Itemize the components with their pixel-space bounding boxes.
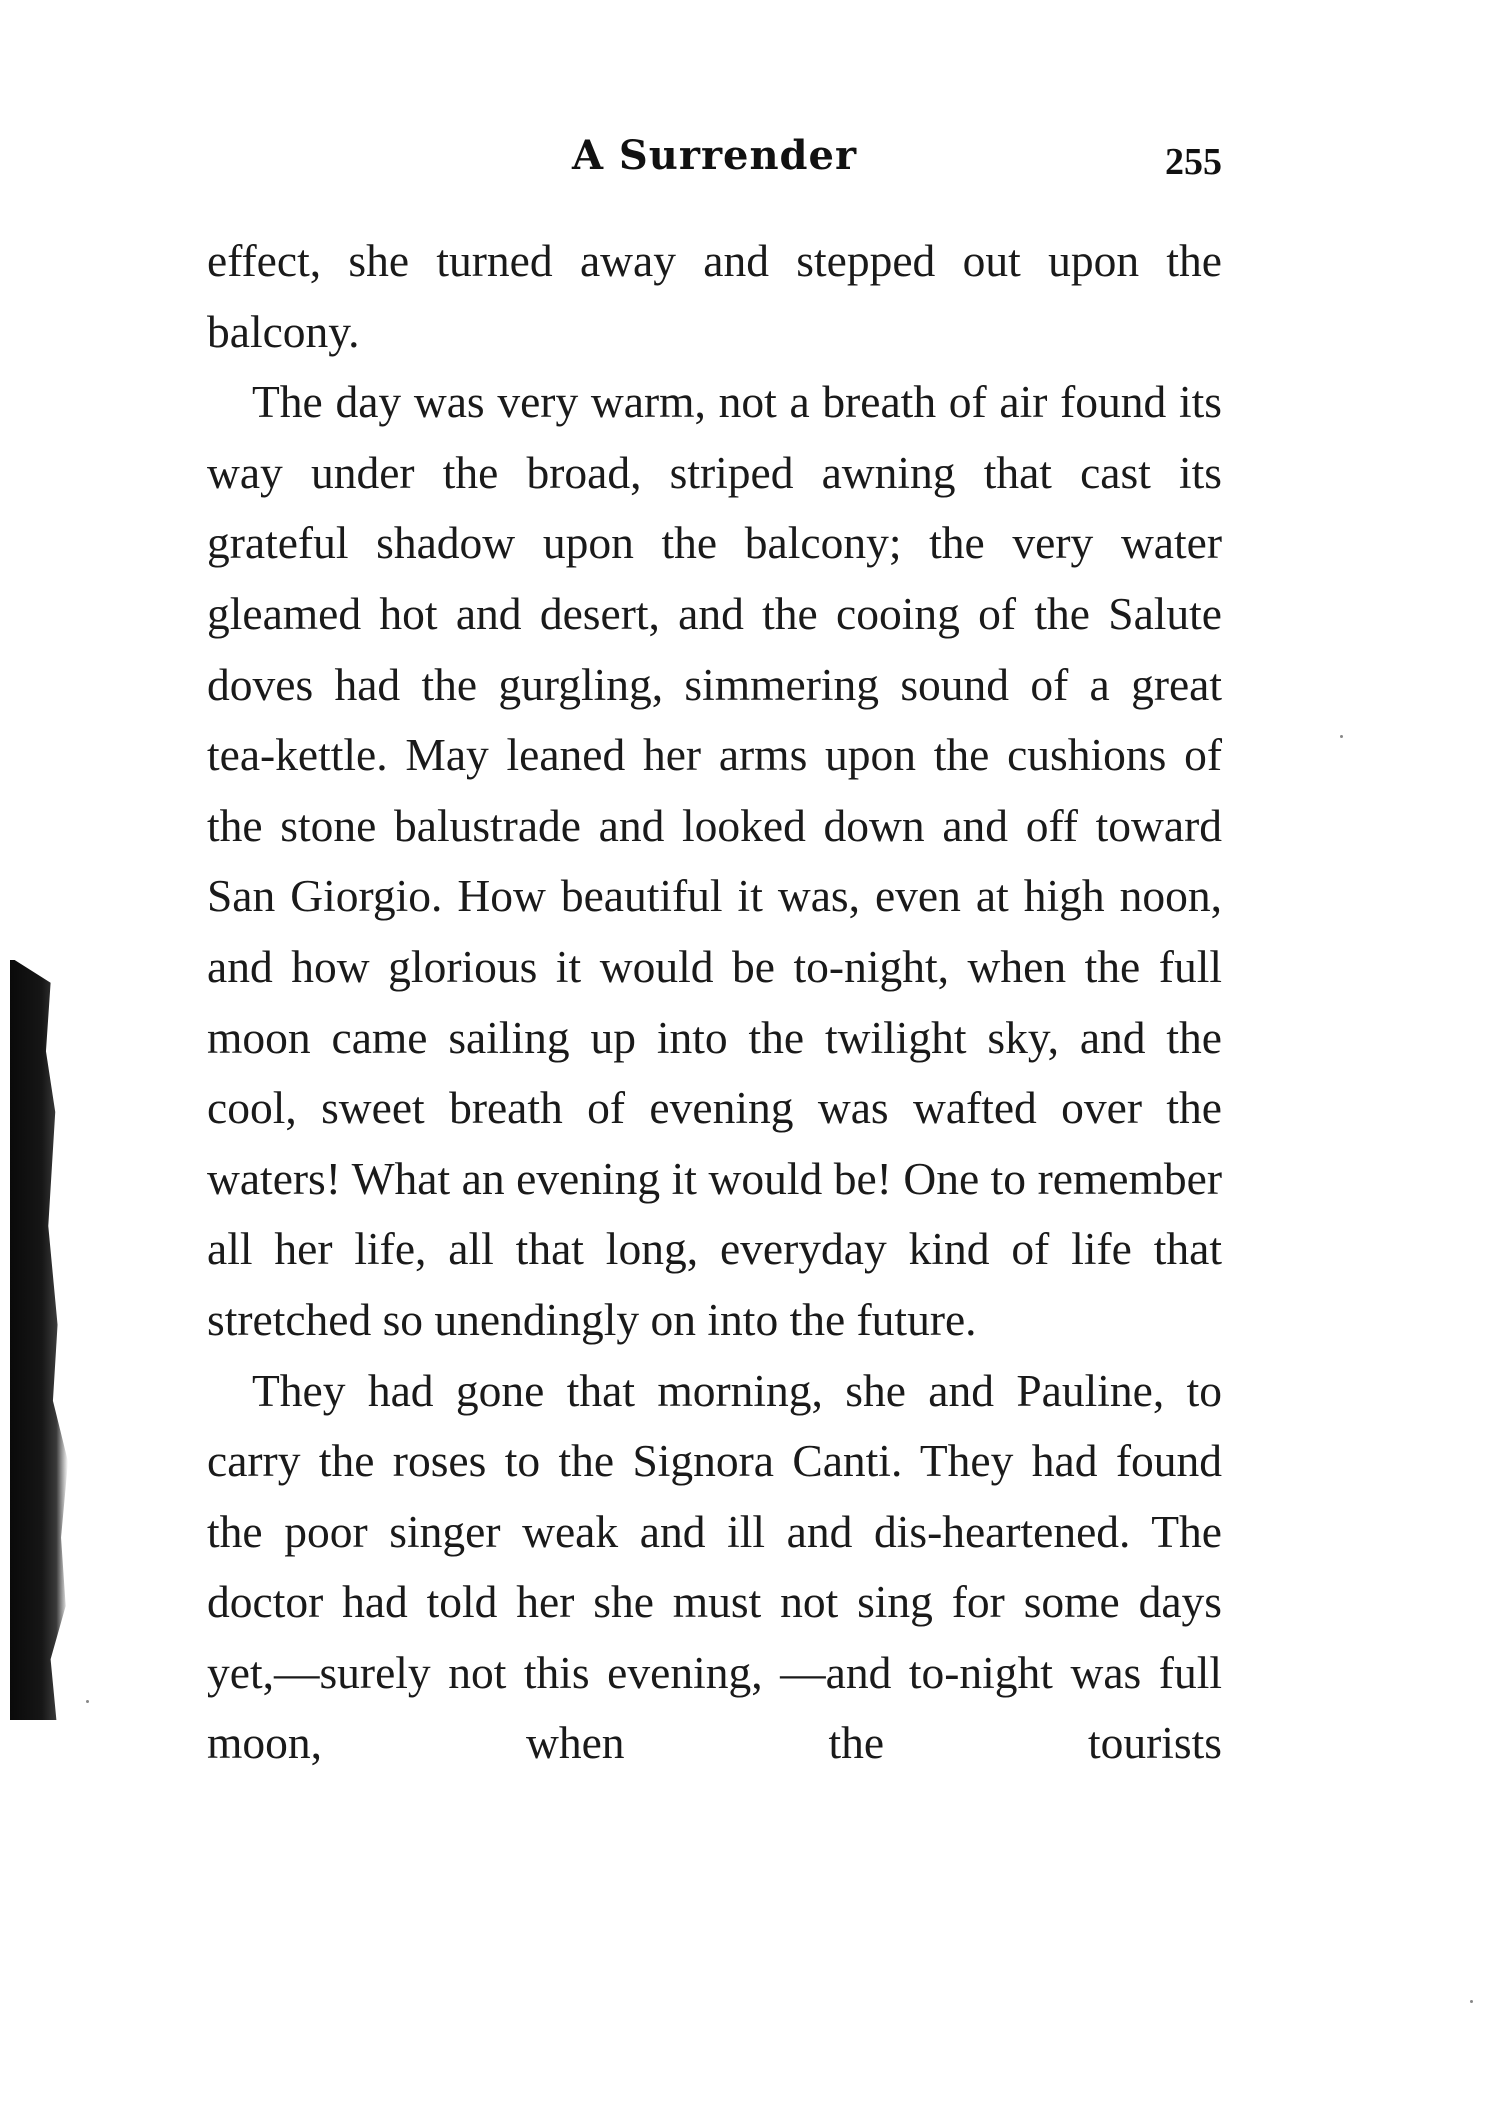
scan-speck <box>1470 2000 1473 2003</box>
page-number: 255 <box>1165 141 1222 183</box>
scan-speck <box>1340 735 1343 738</box>
binding-shadow <box>10 960 68 1720</box>
running-head: A Surrender <box>571 132 858 179</box>
body-text <box>207 226 1222 1779</box>
paragraph: The day was very warm, not a breath of air found its way under the broad, striped awning that cast its grateful shadow upon the balcony; the very water gleamed hot and desert, and the cooing of the Salute doves had the gurgling, simmering sound of a great tea-kettle. May leaned her arms upon the cushions of the stone balustrade and looked down and off toward San Giorgio. How beautiful it was, even at high noon, and how glorious it would be to-night, when the full moon came sailing up into the twilight sky, and the cool, sweet breath of evening was wafted over the waters! What an evening it would be! One to remember all her life, all that long, everyday kind of life that stretched so unendingly on into the future. <box>207 376 1222 1345</box>
paragraph: effect, she turned away and stepped out upon the balcony. <box>207 235 1222 357</box>
page-header <box>207 132 1222 192</box>
paragraph: They had gone that morning, she and Pauline, to carry the roses to the Signora Canti. They had found the poor singer weak and ill and dis-heartened. The doctor had told her she must not sing for some days yet,—surely not this evening, —and to-night was full moon, when the tourists <box>207 1364 1222 1769</box>
scan-speck <box>86 1700 89 1703</box>
